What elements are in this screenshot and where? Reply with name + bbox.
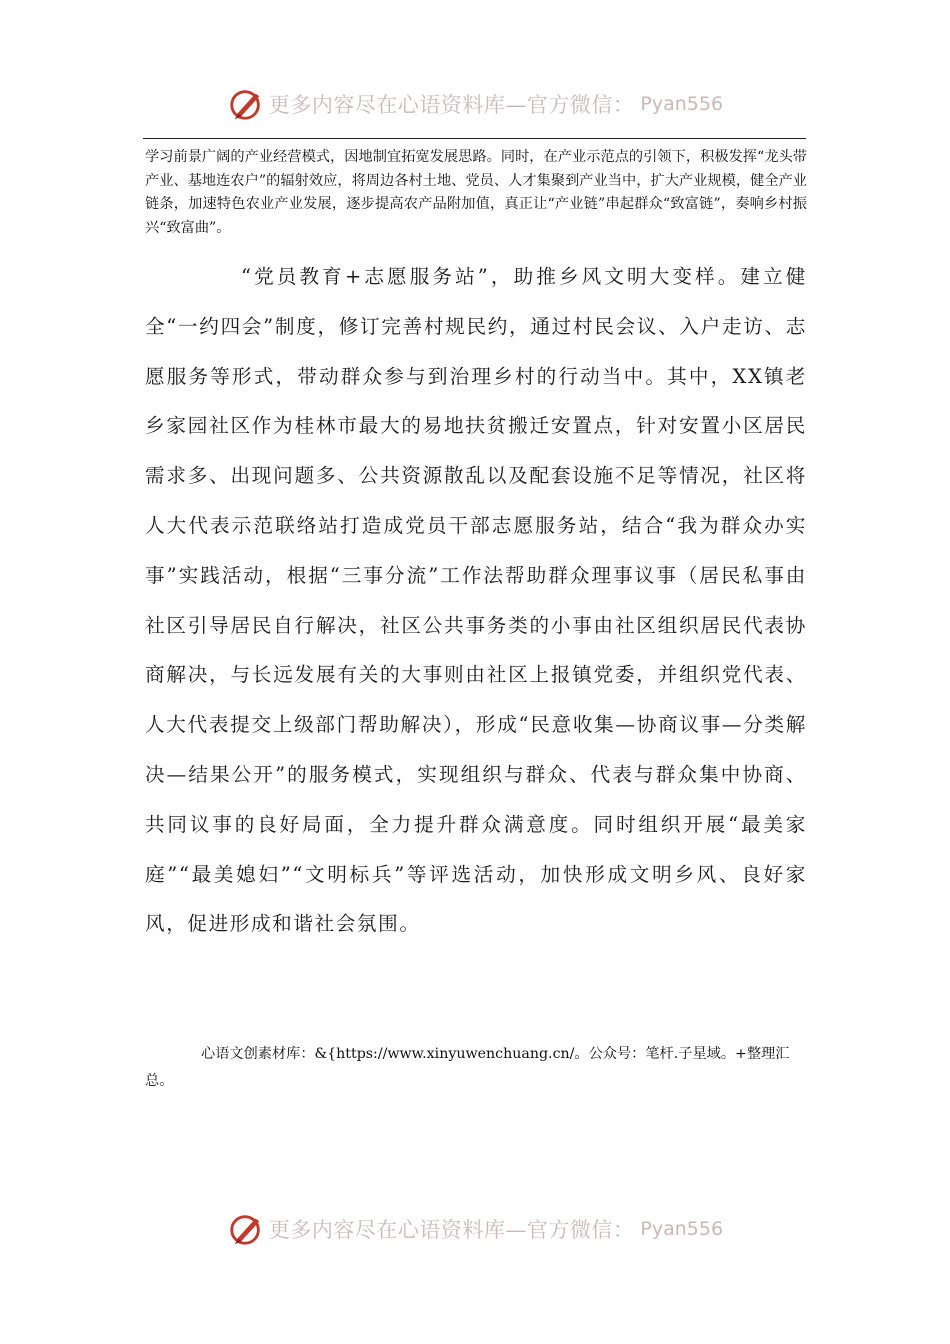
header-divider [143,138,806,139]
pen-logo-icon [227,85,265,123]
footer-banner [0,1209,950,1249]
source-note: 心语文创素材库：&{https://www.xinyuwenchuang.cn/。公众号：笔杆.子星域。+整理汇总。 [145,1046,790,1089]
main-paragraph: “党员教育+志愿服务站”，助推乡风文明大变样。建立健全“一约四会”制度，修订完善村规民约，通过村民会议、入户走访、志愿服务等形式，带动群众参与到治理乡村的行动当中。其中，XX镇老乡家园社区作为桂林市最大的易地扶贫搬迁安置点，针对安置小区居民需求多、出现问题多、公共资源散乱以及配套设施不足等情况，社区将人大代表示范联络站打造成党员干部志愿服务站，结合“我为群众办实事”实践活动，根据“三事分流”工作法帮助群众理事议事（居民私事由社区引导居民自行解决，社区公共事务类的小事由社区组织居民代表协商解决，与长远发展有关的大事则由社区上报镇党委，并组织党代表、人大代表提交上级部门帮助解决），形成“民意收集—协商议事—分类解决—结果公开”的服务模式，实现组织与群众、代表与群众集中协商、共同议事的良好局面，全力提升群众满意度。同时组织开展“最美家庭”“最美媳妇”“文明标兵”等评选活动，加快形成文明乡风、良好家风，促进形成和谐社会氛围。 [145,265,807,936]
header-banner-text: 更多内容尽在心语资料库—官方微信： [268,93,635,117]
pen-logo-icon [227,1210,265,1248]
header-banner-wechat-id: Pyan556 [640,93,724,115]
footer-banner-text: 更多内容尽在心语资料库—官方微信： [268,1218,635,1242]
intro-paragraph: 学习前景广阔的产业经营模式，因地制宜拓宽发展思路。同时，在产业示范点的引领下，积极发挥“龙头带产业、基地连农户”的辐射效应，将周边各村土地、党员、人才集聚到产业当中，扩大产业规模，健全产业链条，加速特色农业产业发展，逐步提高农产品附加值，真正让“产业链”串起群众“致富链”，奏响乡村振兴“致富曲”。 [145,149,807,236]
header-banner [0,84,950,124]
footer-banner-wechat-id: Pyan556 [640,1218,724,1240]
